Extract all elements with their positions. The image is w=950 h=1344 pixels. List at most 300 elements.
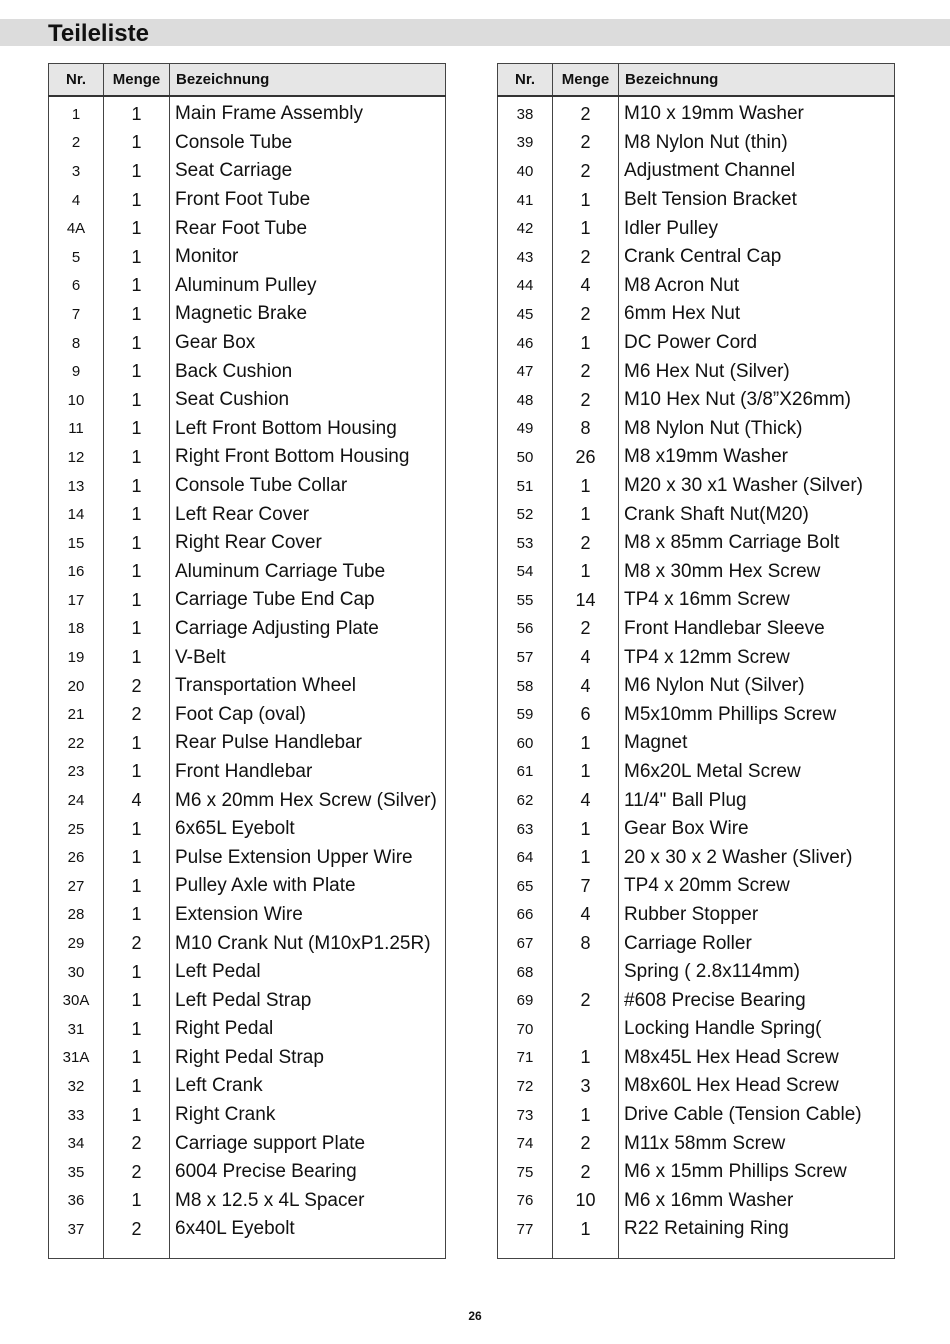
quantity-cell: 1 bbox=[553, 329, 619, 358]
table-row bbox=[49, 1158, 446, 1187]
description-cell: M10 Crank Nut (M10xP1.25R) bbox=[175, 932, 431, 954]
quantity-cell: 1 bbox=[104, 1072, 170, 1101]
quantity-cell: 1 bbox=[553, 815, 619, 844]
description-cell: Carriage Adjusting Plate bbox=[175, 617, 379, 639]
description-cell: M6 x 15mm Phillips Screw bbox=[624, 1161, 847, 1183]
parts-table-left bbox=[48, 63, 446, 1259]
description-cell: Right Front Bottom Housing bbox=[175, 446, 410, 468]
part-number-cell: 72 bbox=[498, 1072, 553, 1101]
table-row bbox=[49, 843, 446, 872]
quantity-cell: 1 bbox=[104, 415, 170, 444]
part-number-cell: 54 bbox=[498, 558, 553, 587]
part-number-cell: 20 bbox=[49, 672, 104, 701]
description-cell: Aluminum Pulley bbox=[175, 274, 317, 296]
description-cell: R22 Retaining Ring bbox=[624, 1218, 789, 1240]
table-row bbox=[49, 1129, 446, 1158]
table-row bbox=[498, 843, 895, 872]
quantity-cell: 1 bbox=[553, 472, 619, 501]
quantity-cell: 2 bbox=[553, 615, 619, 644]
description-cell: 11/4" Ball Plug bbox=[624, 789, 747, 811]
table-row bbox=[498, 1215, 895, 1244]
part-number-cell: 43 bbox=[498, 243, 553, 272]
quantity-cell: 1 bbox=[104, 329, 170, 358]
description-cell: M8x45L Hex Head Screw bbox=[624, 1046, 839, 1068]
table-row bbox=[498, 1187, 895, 1216]
table-row bbox=[498, 214, 895, 243]
quantity-cell: 1 bbox=[553, 558, 619, 587]
quantity-cell: 1 bbox=[104, 615, 170, 644]
part-number-cell: 61 bbox=[498, 758, 553, 787]
part-number-cell: 15 bbox=[49, 529, 104, 558]
part-number-cell: 62 bbox=[498, 786, 553, 815]
description-cell: 6mm Hex Nut bbox=[624, 303, 741, 325]
quantity-cell: 2 bbox=[553, 986, 619, 1015]
part-number-cell: 59 bbox=[498, 700, 553, 729]
quantity-cell: 1 bbox=[104, 272, 170, 301]
part-number-cell: 74 bbox=[498, 1129, 553, 1158]
quantity-cell: 2 bbox=[553, 243, 619, 272]
table-row bbox=[498, 500, 895, 529]
part-number-cell: 76 bbox=[498, 1187, 553, 1216]
table-row bbox=[49, 958, 446, 987]
part-number-cell: 51 bbox=[498, 472, 553, 501]
table-row bbox=[498, 386, 895, 415]
quantity-cell: 1 bbox=[104, 1044, 170, 1073]
part-number-cell: 2 bbox=[49, 129, 104, 158]
column-header-desc: Bezeichnung bbox=[170, 64, 446, 97]
description-cell: Crank Shaft Nut(M20) bbox=[624, 503, 809, 525]
part-number-cell: 70 bbox=[498, 1015, 553, 1044]
part-number-cell: 67 bbox=[498, 929, 553, 958]
table-row bbox=[498, 1072, 895, 1101]
quantity-cell: 2 bbox=[104, 1158, 170, 1187]
part-number-cell: 16 bbox=[49, 558, 104, 587]
description-cell: Monitor bbox=[175, 246, 239, 268]
table-row bbox=[498, 815, 895, 844]
description-cell: M5x10mm Phillips Screw bbox=[624, 703, 837, 725]
column-header-qty: Menge bbox=[104, 64, 170, 97]
table-row bbox=[49, 901, 446, 930]
table-row bbox=[49, 672, 446, 701]
part-number-cell: 29 bbox=[49, 929, 104, 958]
table-row bbox=[49, 443, 446, 472]
part-number-cell: 5 bbox=[49, 243, 104, 272]
quantity-cell: 1 bbox=[104, 214, 170, 243]
quantity-cell: 1 bbox=[104, 1187, 170, 1216]
description-cell: Console Tube bbox=[175, 131, 293, 153]
quantity-cell: 1 bbox=[104, 558, 170, 587]
quantity-cell: 1 bbox=[104, 1015, 170, 1044]
part-number-cell: 24 bbox=[49, 786, 104, 815]
table-row bbox=[49, 415, 446, 444]
quantity-cell: 1 bbox=[104, 300, 170, 329]
quantity-cell: 1 bbox=[553, 843, 619, 872]
part-number-cell: 13 bbox=[49, 472, 104, 501]
part-number-cell: 48 bbox=[498, 386, 553, 415]
description-cell: Transportation Wheel bbox=[175, 675, 356, 697]
table-row bbox=[498, 157, 895, 186]
table-row bbox=[49, 386, 446, 415]
description-cell: Front Handlebar bbox=[175, 760, 313, 782]
part-number-cell: 18 bbox=[49, 615, 104, 644]
part-number-cell: 63 bbox=[498, 815, 553, 844]
description-cell: Crank Central Cap bbox=[624, 246, 782, 268]
table-row bbox=[498, 443, 895, 472]
part-number-cell: 37 bbox=[49, 1215, 104, 1244]
table-row bbox=[498, 1044, 895, 1073]
part-number-cell: 58 bbox=[498, 672, 553, 701]
quantity-cell: 1 bbox=[104, 157, 170, 186]
column-header-desc: Bezeichnung bbox=[619, 64, 895, 97]
table-row bbox=[498, 1101, 895, 1130]
quantity-cell: 4 bbox=[553, 643, 619, 672]
description-cell: M6 Nylon Nut (Silver) bbox=[624, 675, 805, 697]
description-cell: TP4 x 16mm Screw bbox=[624, 589, 790, 611]
table-row bbox=[49, 786, 446, 815]
description-cell: Magnet bbox=[624, 732, 688, 754]
padding-cell bbox=[619, 1244, 895, 1259]
description-cell: Left Pedal Strap bbox=[175, 989, 312, 1011]
description-cell: Drive Cable (Tension Cable) bbox=[624, 1104, 862, 1126]
table-row bbox=[498, 129, 895, 158]
quantity-cell: 1 bbox=[553, 1044, 619, 1073]
part-number-cell: 10 bbox=[49, 386, 104, 415]
quantity-cell: 2 bbox=[104, 1215, 170, 1244]
quantity-cell: 4 bbox=[104, 786, 170, 815]
part-number-cell: 4A bbox=[49, 214, 104, 243]
table-row bbox=[49, 872, 446, 901]
description-cell: Gear Box Wire bbox=[624, 818, 749, 840]
quantity-cell: 1 bbox=[104, 729, 170, 758]
part-number-cell: 46 bbox=[498, 329, 553, 358]
description-cell: M8 x19mm Washer bbox=[624, 446, 788, 468]
description-cell: Magnetic Brake bbox=[175, 303, 308, 325]
part-number-cell: 56 bbox=[498, 615, 553, 644]
quantity-cell: 1 bbox=[553, 729, 619, 758]
table-row bbox=[49, 1015, 446, 1044]
table-row bbox=[49, 472, 446, 501]
part-number-cell: 41 bbox=[498, 186, 553, 215]
quantity-cell: 1 bbox=[104, 243, 170, 272]
part-number-cell: 69 bbox=[498, 986, 553, 1015]
part-number-cell: 73 bbox=[498, 1101, 553, 1130]
table-row bbox=[498, 758, 895, 787]
page-title: Teileliste bbox=[48, 20, 149, 47]
quantity-cell: 2 bbox=[104, 1129, 170, 1158]
description-cell: 6x40L Eyebolt bbox=[175, 1218, 295, 1240]
description-cell: Right Crank bbox=[175, 1104, 276, 1126]
part-number-cell: 21 bbox=[49, 700, 104, 729]
table-row bbox=[49, 700, 446, 729]
part-number-cell: 47 bbox=[498, 357, 553, 386]
part-number-cell: 31A bbox=[49, 1044, 104, 1073]
quantity-cell: 1 bbox=[104, 1101, 170, 1130]
table-row bbox=[498, 786, 895, 815]
table-row bbox=[49, 214, 446, 243]
table-row bbox=[49, 1044, 446, 1073]
quantity-cell: 4 bbox=[553, 901, 619, 930]
quantity-cell: 2 bbox=[553, 100, 619, 129]
part-number-cell: 52 bbox=[498, 500, 553, 529]
table-row bbox=[498, 615, 895, 644]
table-row bbox=[498, 529, 895, 558]
quantity-cell: 4 bbox=[553, 272, 619, 301]
part-number-cell: 68 bbox=[498, 958, 553, 987]
description-cell: M6x20L Metal Screw bbox=[624, 760, 801, 782]
description-cell: M10 Hex Nut (3/8”X26mm) bbox=[624, 389, 852, 411]
part-number-cell: 65 bbox=[498, 872, 553, 901]
quantity-cell bbox=[553, 1015, 619, 1044]
table-row bbox=[498, 643, 895, 672]
part-number-cell: 60 bbox=[498, 729, 553, 758]
description-cell: M8x60L Hex Head Screw bbox=[624, 1075, 839, 1097]
description-cell: Rear Pulse Handlebar bbox=[175, 732, 362, 754]
table-row bbox=[498, 986, 895, 1015]
part-number-cell: 34 bbox=[49, 1129, 104, 1158]
quantity-cell: 6 bbox=[553, 700, 619, 729]
description-cell: Right Rear Cover bbox=[175, 532, 322, 554]
table-row bbox=[49, 643, 446, 672]
quantity-cell: 8 bbox=[553, 415, 619, 444]
part-number-cell: 4 bbox=[49, 186, 104, 215]
part-number-cell: 27 bbox=[49, 872, 104, 901]
padding-cell bbox=[553, 1244, 619, 1259]
description-cell: M8 x 12.5 x 4L Spacer bbox=[175, 1189, 365, 1211]
table-row bbox=[49, 529, 446, 558]
part-number-cell: 7 bbox=[49, 300, 104, 329]
quantity-cell: 1 bbox=[104, 100, 170, 129]
quantity-cell: 26 bbox=[553, 443, 619, 472]
part-number-cell: 23 bbox=[49, 758, 104, 787]
quantity-cell: 3 bbox=[553, 1072, 619, 1101]
table-row bbox=[498, 1158, 895, 1187]
description-cell: Seat Carriage bbox=[175, 160, 293, 182]
quantity-cell: 1 bbox=[104, 643, 170, 672]
description-cell: M8 Nylon Nut (thin) bbox=[624, 131, 788, 153]
part-number-cell: 71 bbox=[498, 1044, 553, 1073]
table-row bbox=[49, 272, 446, 301]
quantity-cell: 1 bbox=[104, 586, 170, 615]
description-cell: M6 Hex Nut (Silver) bbox=[624, 360, 790, 382]
quantity-cell: 4 bbox=[553, 786, 619, 815]
quantity-cell: 4 bbox=[553, 672, 619, 701]
description-cell: M8 x 85mm Carriage Bolt bbox=[624, 532, 840, 554]
quantity-cell: 2 bbox=[104, 672, 170, 701]
description-cell: Left Front Bottom Housing bbox=[175, 417, 397, 439]
part-number-cell: 33 bbox=[49, 1101, 104, 1130]
quantity-cell: 1 bbox=[104, 529, 170, 558]
table-row bbox=[498, 329, 895, 358]
part-number-cell: 12 bbox=[49, 443, 104, 472]
description-cell: M8 x 30mm Hex Screw bbox=[624, 560, 821, 582]
table-row bbox=[49, 243, 446, 272]
part-number-cell: 50 bbox=[498, 443, 553, 472]
padding-cell bbox=[498, 1244, 553, 1259]
table-row bbox=[498, 700, 895, 729]
part-number-cell: 14 bbox=[49, 500, 104, 529]
description-cell: Belt Tension Bracket bbox=[624, 189, 797, 211]
part-number-cell: 77 bbox=[498, 1215, 553, 1244]
title-bar bbox=[0, 19, 950, 46]
quantity-cell: 1 bbox=[553, 1215, 619, 1244]
table-row bbox=[498, 929, 895, 958]
quantity-cell: 1 bbox=[104, 386, 170, 415]
part-number-cell: 1 bbox=[49, 100, 104, 129]
table-row bbox=[498, 186, 895, 215]
quantity-cell: 2 bbox=[553, 129, 619, 158]
part-number-cell: 8 bbox=[49, 329, 104, 358]
description-cell: Adjustment Channel bbox=[624, 160, 796, 182]
quantity-cell: 1 bbox=[553, 500, 619, 529]
quantity-cell: 1 bbox=[104, 758, 170, 787]
table-row bbox=[49, 815, 446, 844]
description-cell: Aluminum Carriage Tube bbox=[175, 560, 386, 582]
table-row bbox=[498, 901, 895, 930]
description-cell: Right Pedal bbox=[175, 1018, 274, 1040]
description-cell: Seat Cushion bbox=[175, 389, 290, 411]
padding-cell bbox=[170, 1244, 446, 1259]
description-cell: Foot Cap (oval) bbox=[175, 703, 306, 725]
part-number-cell: 30A bbox=[49, 986, 104, 1015]
table-row bbox=[49, 729, 446, 758]
part-number-cell: 45 bbox=[498, 300, 553, 329]
description-cell: Carriage Tube End Cap bbox=[175, 589, 375, 611]
part-number-cell: 30 bbox=[49, 958, 104, 987]
description-cell: Rear Foot Tube bbox=[175, 217, 308, 239]
table-row bbox=[49, 129, 446, 158]
part-number-cell: 75 bbox=[498, 1158, 553, 1187]
quantity-cell: 1 bbox=[104, 500, 170, 529]
part-number-cell: 55 bbox=[498, 586, 553, 615]
part-number-cell: 3 bbox=[49, 157, 104, 186]
description-cell: M6 x 20mm Hex Screw (Silver) bbox=[175, 789, 437, 811]
part-number-cell: 57 bbox=[498, 643, 553, 672]
part-number-cell: 28 bbox=[49, 901, 104, 930]
quantity-cell: 2 bbox=[553, 529, 619, 558]
description-cell: TP4 x 20mm Screw bbox=[624, 875, 790, 897]
column-header-nr: Nr. bbox=[498, 64, 553, 97]
description-cell: 6x65L Eyebolt bbox=[175, 818, 295, 840]
table-row bbox=[498, 100, 895, 129]
quantity-cell: 2 bbox=[553, 157, 619, 186]
quantity-cell: 1 bbox=[104, 843, 170, 872]
description-cell: Pulley Axle with Plate bbox=[175, 875, 356, 897]
quantity-cell: 1 bbox=[104, 872, 170, 901]
quantity-cell: 1 bbox=[104, 901, 170, 930]
table-header-row bbox=[49, 64, 446, 97]
table-row bbox=[498, 1015, 895, 1044]
table-row bbox=[49, 1215, 446, 1244]
table-row bbox=[49, 500, 446, 529]
description-cell: M11x 58mm Screw bbox=[624, 1132, 786, 1154]
part-number-cell: 39 bbox=[498, 129, 553, 158]
part-number-cell: 44 bbox=[498, 272, 553, 301]
part-number-cell: 53 bbox=[498, 529, 553, 558]
part-number-cell: 64 bbox=[498, 843, 553, 872]
table-header-row bbox=[498, 64, 895, 97]
part-number-cell: 6 bbox=[49, 272, 104, 301]
quantity-cell: 2 bbox=[553, 357, 619, 386]
table-row bbox=[498, 672, 895, 701]
table-row bbox=[498, 1129, 895, 1158]
part-number-cell: 49 bbox=[498, 415, 553, 444]
description-cell: Gear Box bbox=[175, 332, 256, 354]
table-row bbox=[49, 186, 446, 215]
description-cell: 20 x 30 x 2 Washer (Sliver) bbox=[624, 846, 853, 868]
table-row bbox=[49, 157, 446, 186]
part-number-cell: 9 bbox=[49, 357, 104, 386]
description-cell: M8 Nylon Nut (Thick) bbox=[624, 417, 803, 439]
quantity-cell: 2 bbox=[553, 386, 619, 415]
description-cell: 6004 Precise Bearing bbox=[175, 1161, 357, 1183]
table-row bbox=[49, 1187, 446, 1216]
description-cell: Left Rear Cover bbox=[175, 503, 310, 525]
table-row bbox=[49, 986, 446, 1015]
part-number-cell: 22 bbox=[49, 729, 104, 758]
quantity-cell: 2 bbox=[553, 1158, 619, 1187]
part-number-cell: 40 bbox=[498, 157, 553, 186]
parts-table-right bbox=[497, 63, 895, 1259]
part-number-cell: 32 bbox=[49, 1072, 104, 1101]
quantity-cell: 1 bbox=[553, 758, 619, 787]
quantity-cell: 1 bbox=[553, 1101, 619, 1130]
table-row bbox=[498, 729, 895, 758]
description-cell: M6 x 16mm Washer bbox=[624, 1189, 794, 1211]
table-row bbox=[498, 586, 895, 615]
quantity-cell: 14 bbox=[553, 586, 619, 615]
description-cell: Carriage support Plate bbox=[175, 1132, 366, 1154]
description-cell: #608 Precise Bearing bbox=[624, 989, 806, 1011]
description-cell: Left Crank bbox=[175, 1075, 263, 1097]
quantity-cell: 1 bbox=[104, 129, 170, 158]
table-row bbox=[49, 1101, 446, 1130]
part-number-cell: 19 bbox=[49, 643, 104, 672]
description-cell: M20 x 30 x1 Washer (Silver) bbox=[624, 475, 863, 497]
description-cell: Right Pedal Strap bbox=[175, 1046, 324, 1068]
description-cell: TP4 x 12mm Screw bbox=[624, 646, 790, 668]
description-cell: Console Tube Collar bbox=[175, 475, 348, 497]
description-cell: V-Belt bbox=[175, 646, 226, 668]
quantity-cell: 2 bbox=[553, 1129, 619, 1158]
description-cell: Pulse Extension Upper Wire bbox=[175, 846, 413, 868]
quantity-cell: 2 bbox=[104, 700, 170, 729]
padding-cell bbox=[49, 1244, 104, 1259]
description-cell: Front Handlebar Sleeve bbox=[624, 617, 825, 639]
part-number-cell: 25 bbox=[49, 815, 104, 844]
table-row bbox=[498, 300, 895, 329]
quantity-cell: 1 bbox=[104, 472, 170, 501]
table-bottom-padding bbox=[49, 1244, 446, 1259]
page-number: 26 bbox=[468, 1309, 482, 1323]
table-row bbox=[498, 243, 895, 272]
table-row bbox=[498, 958, 895, 987]
description-cell: M8 Acron Nut bbox=[624, 274, 740, 296]
column-header-qty: Menge bbox=[553, 64, 619, 97]
table-row bbox=[498, 472, 895, 501]
quantity-cell: 1 bbox=[104, 443, 170, 472]
quantity-cell: 1 bbox=[104, 986, 170, 1015]
quantity-cell bbox=[553, 958, 619, 987]
table-bottom-padding bbox=[498, 1244, 895, 1259]
part-number-cell: 26 bbox=[49, 843, 104, 872]
quantity-cell: 2 bbox=[104, 929, 170, 958]
description-cell: M10 x 19mm Washer bbox=[624, 103, 804, 125]
table-row bbox=[498, 558, 895, 587]
table-row bbox=[49, 929, 446, 958]
quantity-cell: 1 bbox=[553, 214, 619, 243]
quantity-cell: 8 bbox=[553, 929, 619, 958]
description-cell: Back Cushion bbox=[175, 360, 293, 382]
